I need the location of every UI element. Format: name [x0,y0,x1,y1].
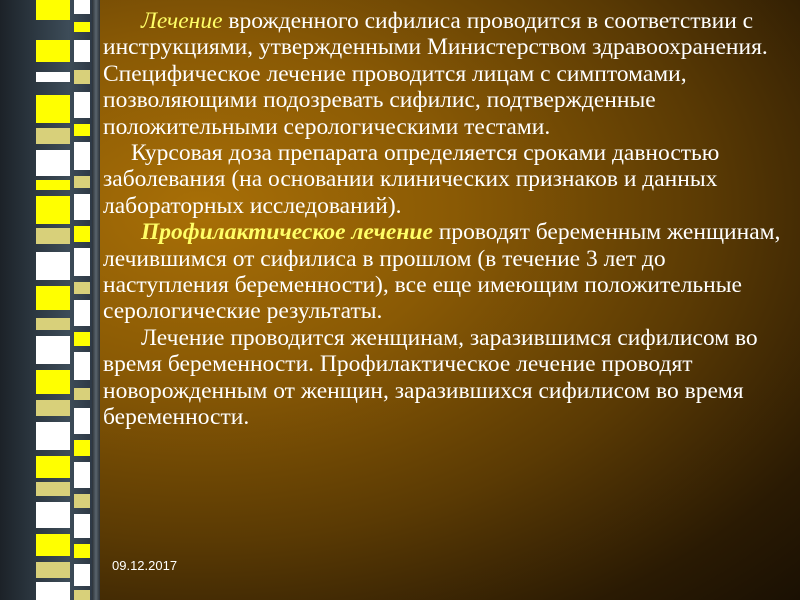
decorative-stripe [74,40,90,62]
decorative-stripe [74,124,90,136]
decorative-stripe [36,128,70,144]
decorative-stripe [74,388,90,400]
decorative-stripe [74,70,90,84]
decorative-stripe [36,502,70,528]
slide-body [103,8,793,431]
decorative-stripe [36,0,70,20]
decorative-stripe [36,40,70,62]
decorative-stripe [36,318,70,330]
decorative-stripe [36,228,70,244]
decorative-stripe [74,352,90,380]
decorative-stripe [74,544,90,558]
decorative-stripe [74,22,90,32]
stripe-column-left [36,0,70,600]
decorative-stripe [74,514,90,538]
decorative-stripe [36,95,70,123]
decorative-stripe [36,252,70,280]
slide-date: 09.12.2017 [112,558,178,573]
decorative-stripe [74,494,90,508]
decorative-stripe [36,456,70,478]
decorative-stripe [36,150,70,176]
decorative-stripe [36,400,70,416]
decorative-stripe [74,0,90,14]
decorative-stripe [74,194,90,220]
decorative-stripe [74,282,90,294]
decorative-stripe [36,582,70,600]
decorative-stripe [36,562,70,578]
decorative-stripe-panel [0,0,98,600]
paragraph-course-dose: Курсовая доза препарата определяется сроками давностью заболевания (на основании клинических признаков и данных лабораторных исследований). [103,140,720,219]
decorative-stripe [36,534,70,556]
paragraph-pregnancy: Лечение проводится женщинам, заразившимся сифилисом во время беременности. Профилактическое лечение проводят новорожденным от женщин, заразившихся сифилисом во время беременности. [103,324,758,431]
decorative-stripe [74,462,90,488]
decorative-stripe [36,286,70,310]
decorative-stripe [74,142,90,170]
decorative-stripe [74,176,90,188]
decorative-stripe [74,590,90,600]
decorative-stripe [74,92,90,118]
decorative-stripe [36,422,70,450]
decorative-stripe [36,370,70,394]
paragraph-preventive: Профилактическое лечение проводят беременным женщинам, лечившимся от сифилиса в прошлом (в течение 3 лет до наступления беременности), все еще имеющим положительные серологические результаты. [103,219,781,325]
decorative-stripe [36,72,70,82]
keyword-preventive-treatment: Профилактическое лечение [141,219,433,246]
stripe-column-right [74,0,90,600]
vertical-divider-bar [92,0,100,600]
decorative-stripe [36,196,70,224]
decorative-stripe [74,408,90,434]
decorative-stripe [36,336,70,364]
decorative-stripe [74,564,90,586]
decorative-stripe [36,482,70,496]
decorative-stripe [74,300,90,326]
decorative-stripe [36,180,70,190]
decorative-stripe [74,440,90,456]
paragraph-treatment: Лечение врожденного сифилиса проводится в соответствии с инструкциями, утвержденными Министерством здравоохранения. Специфическое лечение проводится лицам с симптомами, позволяющими подозревать сифилис, подтвержденные положительными серологическими тестами. [103,8,768,140]
decorative-stripe [74,248,90,276]
decorative-stripe [74,332,90,346]
decorative-stripe [74,226,90,242]
keyword-treatment: Лечение [141,8,223,34]
